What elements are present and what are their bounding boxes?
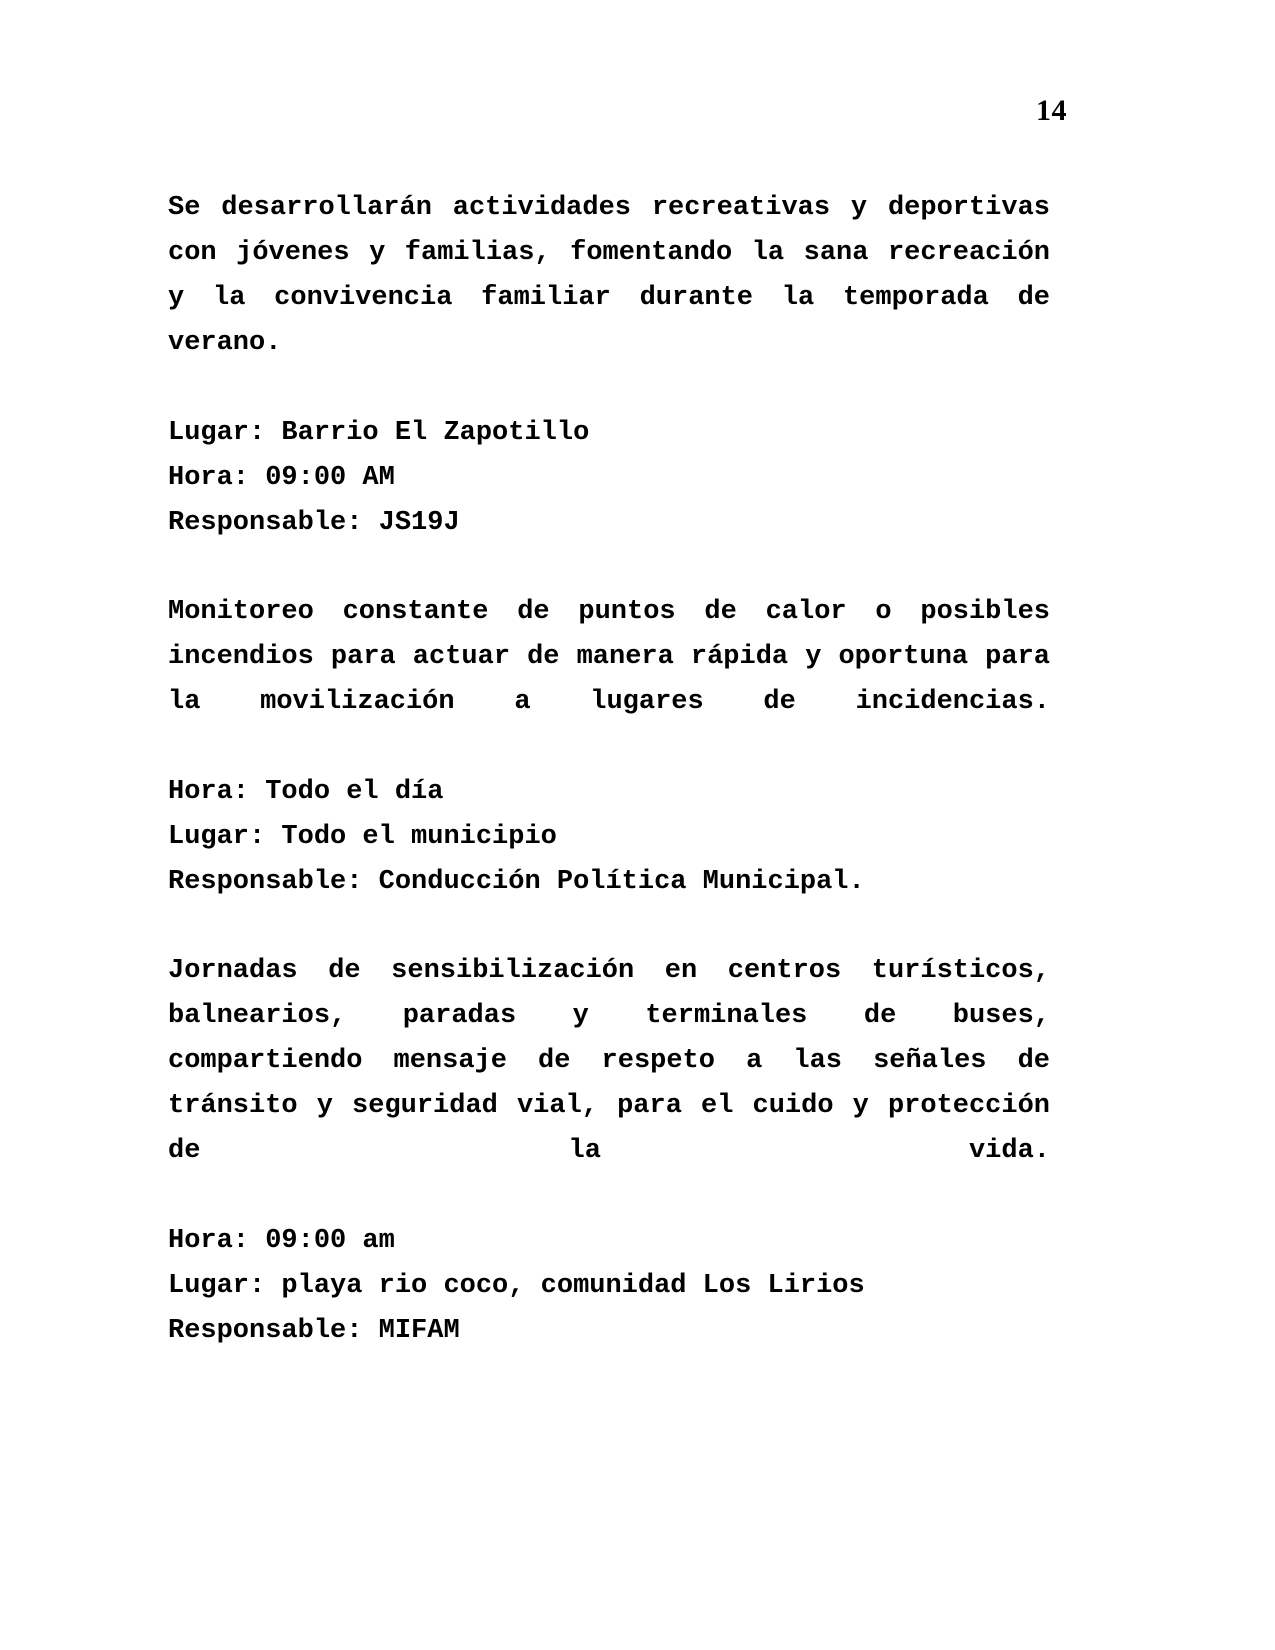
activity-detail-responsable: Responsable: Conducción Política Municipal. [168,867,865,897]
activity-detail-hora: Hora: 09:00 AM [168,463,395,493]
activity-detail-responsable: Responsable: MIFAM [168,1316,460,1346]
activity-description: Jornadas de sensibilización en centros turísticos, balnearios, paradas y terminales de buses, compartiendo mensaje de respeto a las señales de tránsito y seguridad vial, para el cuido y protección de la vida. [168,956,1050,1166]
activity-detail-lugar: Lugar: playa rio coco, comunidad Los Lirios [168,1271,865,1301]
activity-block [168,949,1050,1354]
activity-detail-hora: Hora: 09:00 am [168,1226,395,1256]
activity-block [168,590,1050,905]
activity-detail-lugar: Lugar: Todo el municipio [168,822,557,852]
activity-description: Monitoreo constante de puntos de calor o posibles incendios para actuar de manera rápida y oportuna para la movilización a lugares de incidencias. [168,597,1050,717]
page-number: 14 [1036,94,1067,127]
activity-detail-responsable: Responsable: JS19J [168,508,460,538]
activity-description: Se desarrollarán actividades recreativas y deportivas con jóvenes y familias, fomentando la sana recreación y la convivencia familiar durante la temporada de verano. [168,193,1050,358]
document-body [168,186,1050,1354]
activity-block [168,186,1050,546]
activity-detail-hora: Hora: Todo el día [168,777,444,807]
activity-detail-lugar: Lugar: Barrio El Zapotillo [168,418,590,448]
